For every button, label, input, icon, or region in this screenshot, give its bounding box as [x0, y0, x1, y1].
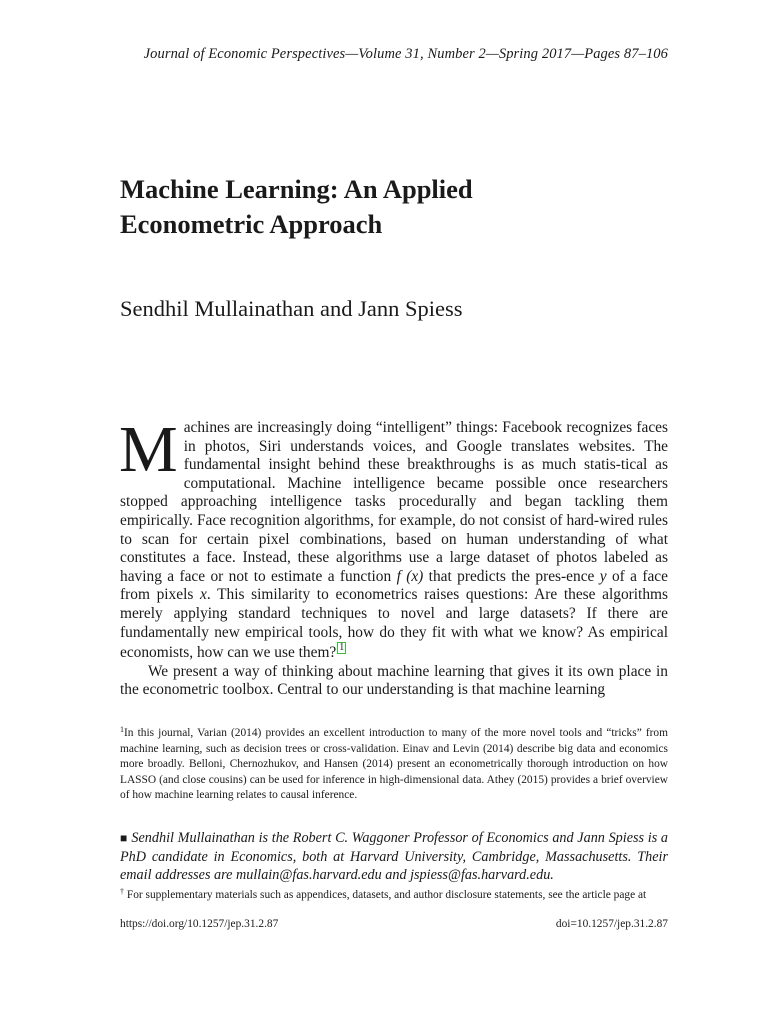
running-header: Journal of Economic Perspectives—Volume 31, Number 2—Spring 2017—Pages 87–106	[143, 46, 668, 62]
article-body	[119, 413, 668, 700]
para1-line2: faces in photos, Siri understands voices, and Google translates websites.	[183, 419, 668, 455]
doi-identifier: doi=10.1257/jep.31.2.87	[555, 918, 668, 930]
para1-text-e: . This similarity to econometrics raises questions: Are these algorithms merely applying standard techniques to novel and large datasets? If there are fundamentally new empirical tools, how do they fit with what we know? As empirical economists, how can we use them?	[120, 586, 668, 662]
supplement-text: For supplementary materials such as appendices, datasets, and author disclosure statements, see the article page at	[126, 889, 647, 901]
title-line-1: Machine Learning: An Applied	[120, 174, 473, 204]
footnote-text: In this journal, Varian (2014) provides an excellent introduction to many of the more novel tools and “tricks” from machine learning, such as decision trees or cross-validation. Einav and Levin (2014) describe big data and economics more broadly. Belloni, Chernozhukov, and Hansen (2014) present an econometrically thorough introduction on how LASSO (and close cousins) can be used for inference in high-dimensional data. Athey (2015) provides a brief overview of how machine learning relates to causal inference.	[120, 727, 668, 802]
supplement-note	[120, 888, 668, 904]
para1-text-d: of a face from pixels	[120, 567, 668, 604]
article-url-link[interactable]: https://doi.org/10.1257/jep.31.2.87	[120, 918, 279, 930]
para1-text-a: tical as computational. Machine intelligence became possible once researchers stopped approaching intelligence tasks procedurally and began tackling them empirically. Face recognition algorithms, for example, do not consist of hard-wired rules to scan for certain pixel combinations, based on human understanding of what constitutes a face. Instead, these algorithms use a large dataset of photos labeled as having a face or not to estimate a function	[120, 456, 668, 585]
para1-line1: achines are increasingly doing “intelligent” things: Facebook recognizes	[183, 419, 633, 436]
square-bullet-icon: ■	[120, 831, 128, 845]
dagger-marker: †	[120, 887, 124, 896]
article-authors: Sendhil Mullainathan and Jann Spiess	[120, 296, 463, 321]
function-fx: f (x)	[396, 567, 424, 585]
author-note-text: Sendhil Mullainathan is the Robert C. Waggoner Professor of Economics and Jann Spiess is a PhD candidate in Economics, both at Harvard University, Cambridge, Massachusetts. Their email addresses are mullain@fas.harvard.edu and jspiess@fas.harvard.edu.	[120, 830, 669, 884]
drop-cap: M	[119, 413, 178, 486]
author-note	[120, 829, 668, 885]
paragraph-2: We present a way of thinking about machine learning that gives it its own place in the econometric toolbox. Central to our understanding is that machine learning	[120, 662, 668, 699]
variable-x: x	[200, 586, 207, 604]
footnote-1-link[interactable]: 1	[339, 642, 345, 654]
para1-text-b: that predicts the pres-	[423, 567, 567, 585]
title-line-2: Econometric Approach	[120, 209, 383, 239]
article-title	[120, 172, 668, 242]
para1-text-c: ence	[566, 567, 600, 585]
footnote-marker: 1	[120, 725, 124, 734]
footnote-1	[120, 726, 668, 804]
variable-y: y	[599, 567, 607, 585]
paragraph-1	[119, 413, 668, 663]
para1-line3: The fundamental insight behind these breakthroughs is as much statis-	[183, 437, 668, 474]
